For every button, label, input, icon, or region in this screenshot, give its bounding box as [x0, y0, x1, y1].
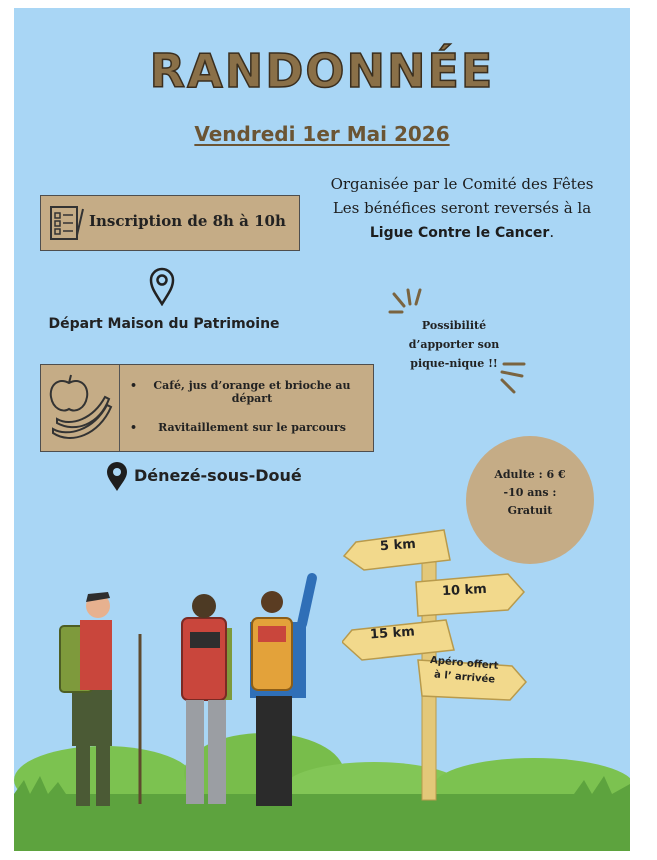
- food-item-2: • Ravitaillement sur le parcours: [130, 421, 346, 434]
- organizer-line-3: Ligue Contre le Cancer.: [369, 223, 555, 241]
- picnic-line-3: pique-nique !!: [410, 357, 498, 370]
- food-list: [119, 365, 374, 451]
- picnic-line-1: Possibilité: [421, 319, 487, 332]
- registration-box: [40, 195, 300, 251]
- price-child-value: Gratuit: [507, 504, 553, 517]
- sign-10km: 10 km: [441, 581, 488, 600]
- food-item-1: • Café, jus d’orange et brioche au départ: [130, 379, 351, 405]
- organizer-line-2: Les bénéfices seront reversés à la: [332, 199, 592, 217]
- sign-apero: Apéro offert: [429, 655, 499, 672]
- food-box: [40, 364, 374, 452]
- organizer-text: [302, 172, 622, 245]
- sign-15km: 15 km: [369, 624, 416, 643]
- event-date: Vendredi 1er Mai 2026: [194, 122, 450, 146]
- burst-lines-bottom-icon: [494, 358, 534, 398]
- registration-text: Inscription de 8h à 10h: [89, 212, 286, 230]
- organizer-line-1: Organisée par le Comité des Fêtes: [330, 175, 594, 193]
- departure-text: Départ Maison du Patrimoine: [48, 316, 280, 332]
- burst-lines-top-icon: [388, 286, 428, 316]
- location-pin-icon: [148, 266, 176, 306]
- price-child-label: -10 ans :: [503, 486, 557, 499]
- map-marker-icon: [106, 462, 128, 492]
- price-adult: Adulte : 6 €: [494, 468, 566, 481]
- poster: [14, 8, 630, 851]
- location-text: Dénezé-sous-Doué: [134, 466, 302, 485]
- sign-arrivee: à l’ arrivée: [433, 669, 496, 686]
- page-title: RANDONNÉE: [149, 44, 495, 98]
- picnic-line-2: d’apporter son: [408, 338, 500, 351]
- checklist-icon: [49, 205, 87, 241]
- fruit-icon: [47, 371, 115, 445]
- sign-5km: 5 km: [379, 536, 417, 555]
